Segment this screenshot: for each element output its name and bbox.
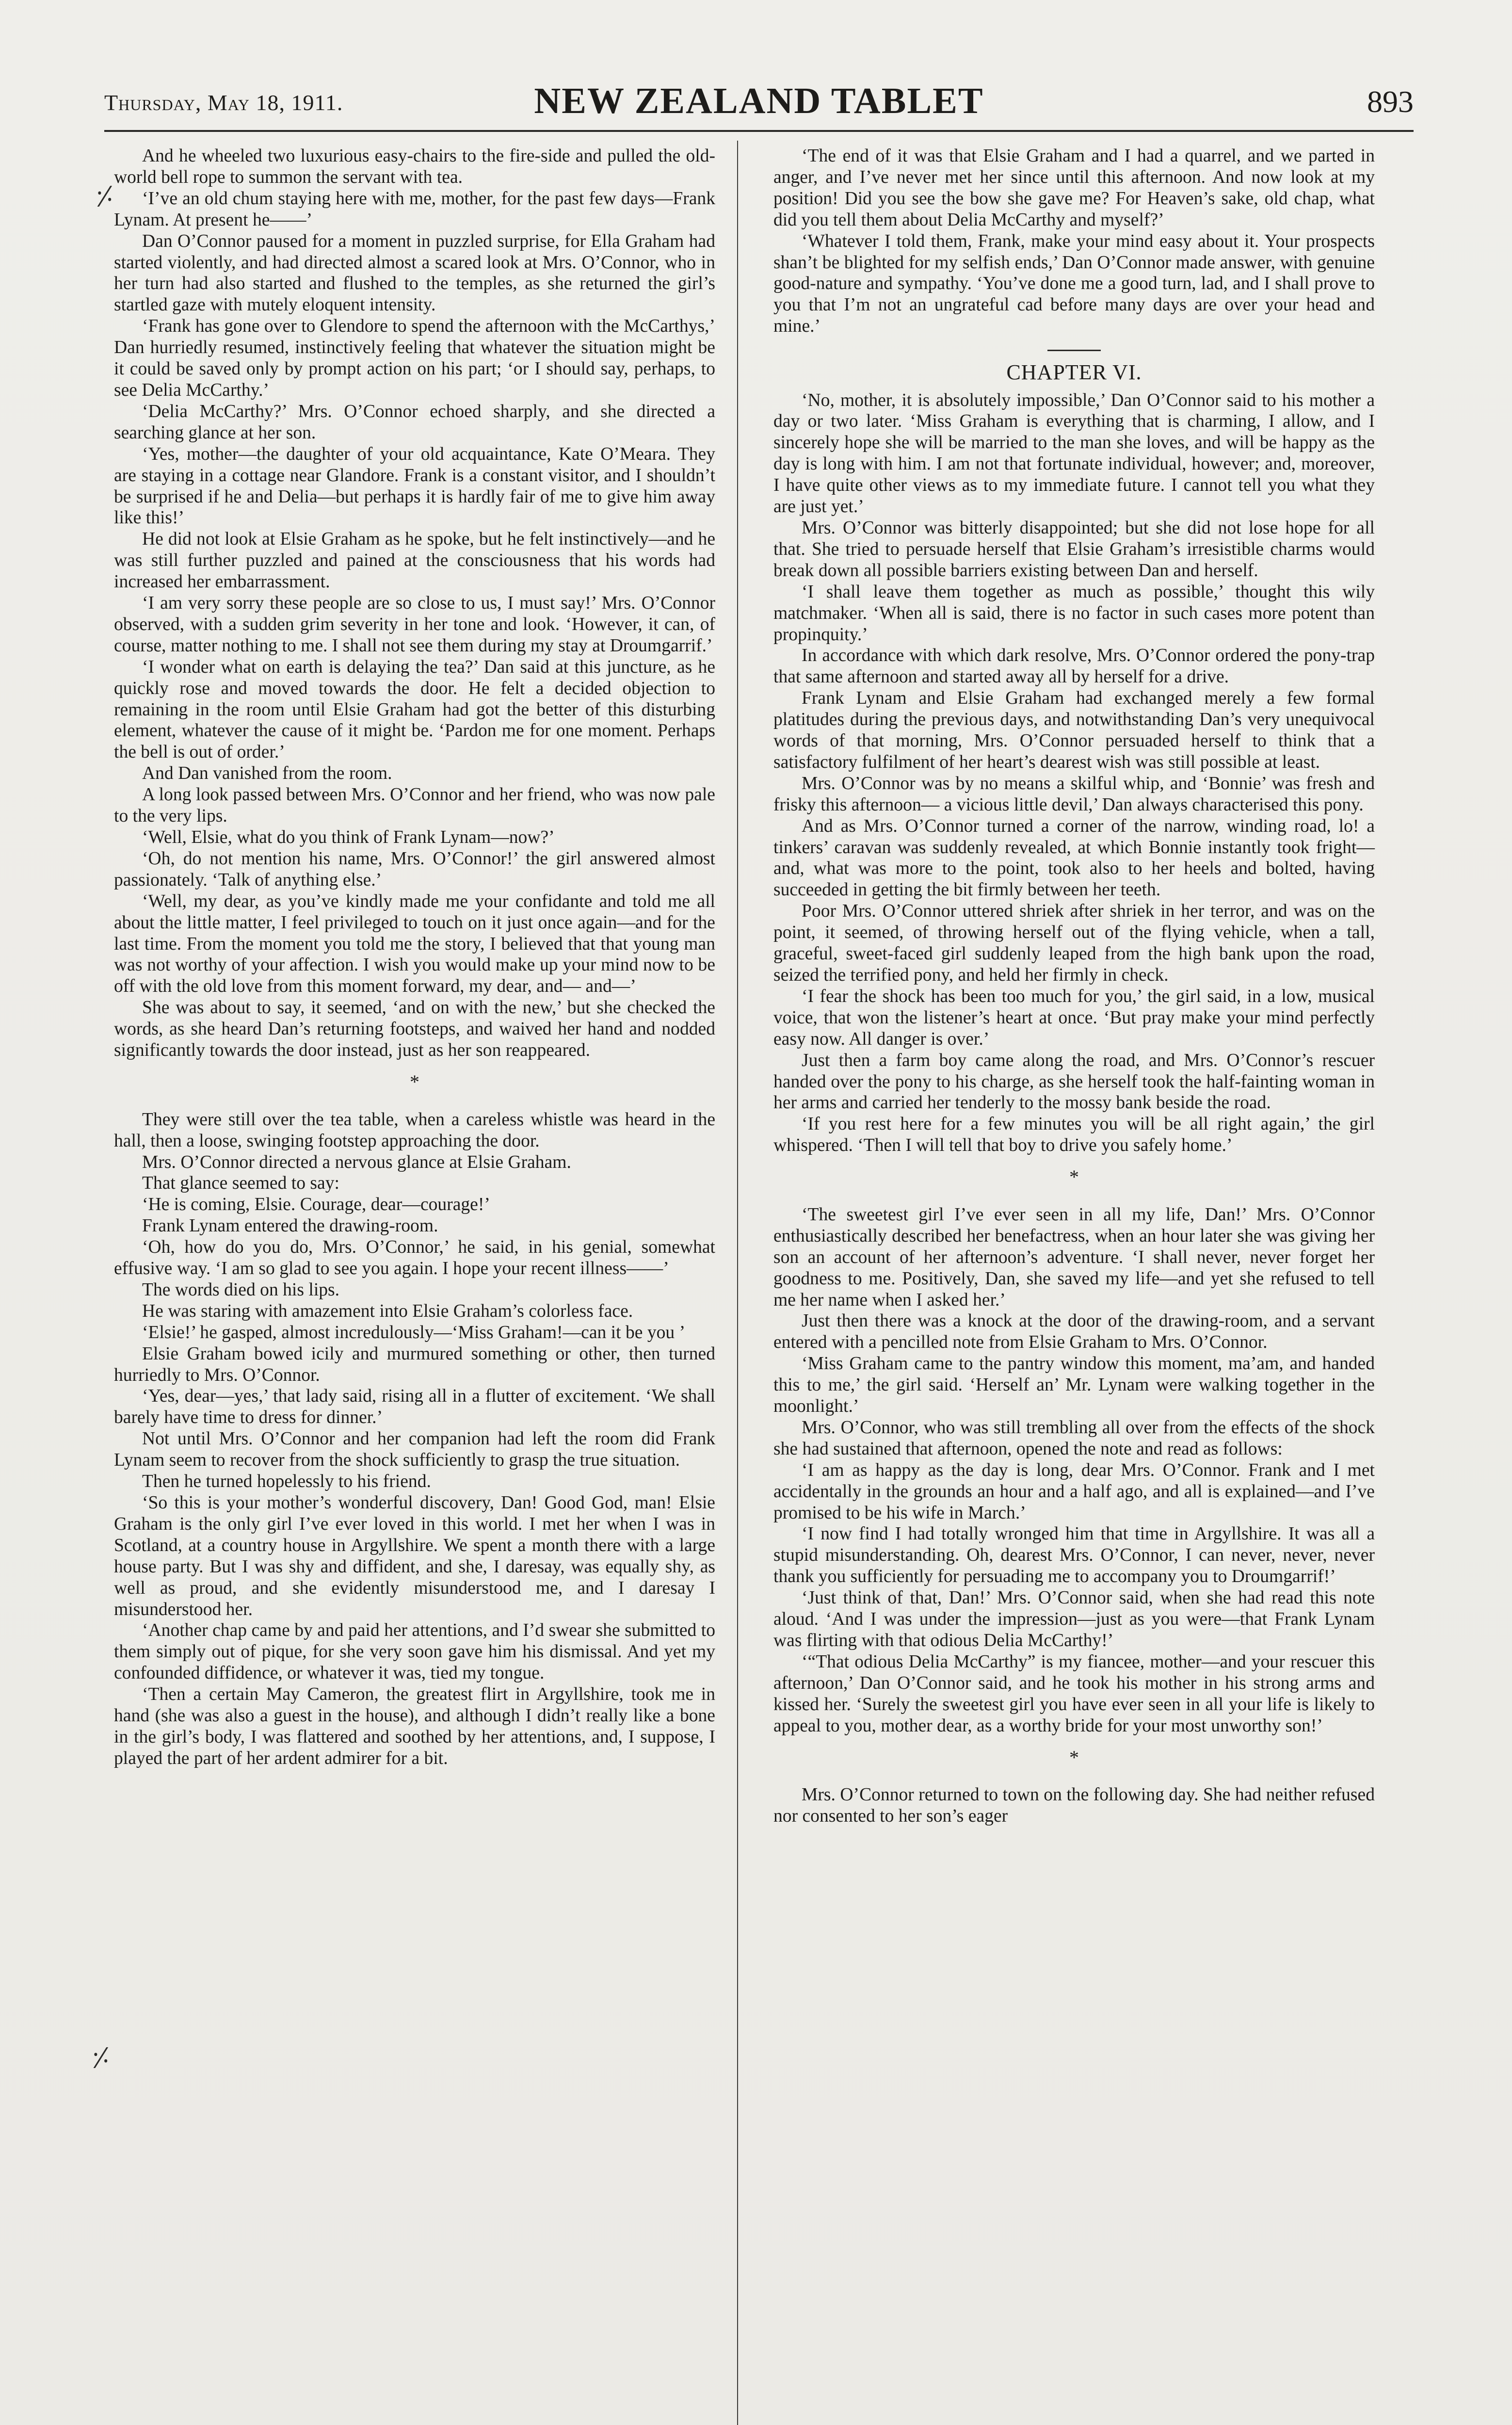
paragraph: ‘The sweetest girl I’ve ever seen in all my life, Dan!’ Mrs. O’Connor enthusiastically described her benefactress, when an hour later she was giving her son an account of her afternoon’s adventure. ‘I shall never, never forget her goodness to me. Positively, Dan, she saved my life—and yet she refused to tell me her name when I asked her.’ (773, 1204, 1375, 1310)
paragraph: ‘No, mother, it is absolutely impossible,’ Dan O’Connor said to his mother a day or two later. ‘Miss Graham is everything that is charming, I allow, and I sincerely hope she will be married to the man she loves, and will be happy as the day is long with him. I am not that fortunate individual, however; and, moreover, I have quite other views as to my immediate future. I cannot tell you what they are just yet.’ (773, 390, 1375, 517)
newspaper-title: NEW ZEALAND TABLET (534, 81, 984, 121)
paragraph: ‘Yes, dear—yes,’ that lady said, rising all in a flutter of excitement. ‘We shall barely have time to dress for dinner.’ (114, 1386, 715, 1428)
right-column (773, 146, 1375, 1827)
paragraph: ‘Yes, mother—the daughter of your old acquaintance, Kate O’Meara. They are staying in a cottage near Glandore. Frank is a constant visitor, and I shouldn’t be surprised if he and Delia—but perhaps it is hardly fair of me to give him away like this!’ (114, 444, 715, 528)
header-rule (104, 130, 1414, 132)
paragraph: Poor Mrs. O’Connor uttered shriek after shriek in her terror, and was on the point, it seemed, of throwing herself out of the flying vehicle, when a tall, graceful, sweet-faced girl suddenly leaped from the high bank upon the road, seized the terrified pony, and held her firmly in check. (773, 901, 1375, 986)
paragraph: ‘The end of it was that Elsie Graham and I had a quarrel, and we parted in anger, and I’ve never met her since until this afternoon. And now look at my position! Did you see the bow she gave me? For Heaven’s sake, old chap, what did you tell them about Delia McCarthy and myself?’ (773, 146, 1375, 230)
paragraph: Mrs. O’Connor directed a nervous glance at Elsie Graham. (142, 1152, 571, 1172)
margin-mark-icon: ⸓ (95, 181, 114, 213)
paragraph: ‘Delia McCarthy?’ Mrs. O’Connor echoed sharply, and she directed a searching glance at her son. (114, 401, 715, 443)
paragraph: And he wheeled two luxurious easy-chairs to the fire-side and pulled the old-world bell rope to summon the servant with tea. (114, 146, 715, 187)
paragraph: ‘Well, Elsie, what do you think of Frank Lynam—now?’ (142, 827, 555, 847)
page-header (104, 80, 1414, 124)
paragraph: Then he turned hopelessly to his friend. (142, 1471, 431, 1492)
paragraph: That glance seemed to say: (142, 1173, 339, 1194)
paragraph: Not until Mrs. O’Connor and her companion had left the room did Frank Lynam seem to recover from the shock sufficiently to grasp the true situation. (114, 1429, 715, 1471)
left-column (114, 146, 715, 1769)
paragraph: ‘I fear the shock has been too much for you,’ the girl said, in a low, musical voice, that won the listener’s heart at once. ‘But pray make your mind perfectly easy now. All danger is over.’ (773, 986, 1375, 1049)
paragraph: He did not look at Elsie Graham as he spoke, but he felt instinctively—and he was still further puzzled and pained at the consciousness that his words had increased her embarrassment. (114, 529, 715, 592)
paragraph: ‘Oh, how do you do, Mrs. O’Connor,’ he said, in his genial, somewhat effusive way. ‘I am so glad to see you again. I hope your recent illness——’ (114, 1237, 715, 1279)
paragraph: ‘Frank has gone over to Glendore to spend the afternoon with the McCarthys,’ Dan hurriedly resumed, instinctively feeling that whatever the situation might be it could be saved only by prompt action on his part; ‘or I should say, perhaps, to see Delia McCarthy.’ (114, 316, 715, 400)
paragraph: ‘So this is your mother’s wonderful discovery, Dan! Good God, man! Elsie Graham is the only girl I’ve ever loved in this world. I met her when I was in Scotland, at a country house in Argyllshire. We spent a month there with a large house party. But I was shy and diffident, and she, I daresay, was equally shy, as well as proud, and she evidently misunderstood me, and I daresay I misunderstood her. (114, 1493, 715, 1619)
paragraph: The words died on his lips. (142, 1279, 340, 1300)
paragraph: ‘Well, my dear, as you’ve kindly made me your confidante and told me all about the little matter, I feel privileged to touch on it just once again—and for the last time. From the moment you told me the story, I believed that that young man was not worthy of your affection. I wish you would make up your mind now to be off with the old love from this moment forward, my dear, and— and—’ (114, 891, 715, 997)
column-divider (737, 141, 738, 2425)
paragraph: ‘I now find I had totally wronged him that time in Argyllshire. It was all a stupid misunderstanding. Oh, dearest Mrs. O’Connor, I can never, never, never thank you sufficiently for persuading me to accompany you to Droumgarrif!’ (773, 1524, 1375, 1587)
paragraph: Dan O’Connor paused for a moment in puzzled surprise, for Ella Graham had started violently, and had directed almost a scared look at Mrs. O’Connor, who in her turn had also started and flushed to the temples, as she returned the girl’s startled gaze with mutely eloquent intensity. (114, 231, 715, 315)
paragraph: They were still over the tea table, when a careless whistle was heard in the hall, then a loose, swinging footstep approaching the door. (114, 1109, 715, 1151)
section-separator: * (1069, 1166, 1079, 1188)
paragraph: Frank Lynam entered the drawing-room. (142, 1216, 438, 1236)
paragraph: Just then a farm boy came along the road, and Mrs. O’Connor’s rescuer handed over the pony to his charge, as she herself took the half-fainting woman in her arms and carried her tenderly to the mossy bank beside the road. (773, 1050, 1375, 1113)
paragraph: ‘I am very sorry these people are so close to us, I must say!’ Mrs. O’Connor observed, with a sudden grim severity in her tone and look. ‘However, it can, of course, matter nothing to me. I shall not see them during my stay at Droumgarrif.’ (114, 593, 715, 656)
paragraph: Elsie Graham bowed icily and murmured something or other, then turned hurriedly to Mrs. O’Connor. (114, 1343, 715, 1385)
paragraph: ‘He is coming, Elsie. Courage, dear—courage!’ (142, 1195, 490, 1215)
chapter-heading: CHAPTER VI. (1006, 360, 1142, 385)
paragraph: ‘Whatever I told them, Frank, make your mind easy about it. Your prospects shan’t be blighted for my selfish ends,’ Dan O’Connor made answer, with genuine good-nature and sympathy. ‘You’ve done me a good turn, lad, and I shall prove to you that I’m not an ungrateful cad before many days are over your head and mine.’ (773, 231, 1375, 337)
paragraph: ‘I’ve an old chum staying here with me, mother, for the past few days—Frank Lynam. At present he——’ (114, 188, 715, 230)
paragraph: ‘Elsie!’ he gasped, almost incredulously—‘Miss Graham!—can it be you ’ (142, 1322, 686, 1342)
paragraph: She was about to say, it seemed, ‘and on with the new,’ but she checked the words, as she heard Dan’s returning footsteps, and waived her hand and nodded significantly towards the door instead, just as her son reappeared. (114, 998, 715, 1061)
paragraph: ‘I shall leave them together as much as possible,’ thought this wily matchmaker. ‘When all is said, there is no factor in such cases more potent than propinquity.’ (773, 582, 1375, 645)
paragraph: Just then there was a knock at the door of the drawing-room, and a servant entered with a pencilled note from Elsie Graham to Mrs. O’Connor. (773, 1311, 1375, 1353)
paragraph: Frank Lynam and Elsie Graham had exchanged merely a few formal platitudes during the previous days, and notwithstanding Dan’s very unequivocal words of that morning, Mrs. O’Connor persuaded herself to think that a satisfactory fulfilment of her heart’s dearest wish was still possible at least. (773, 688, 1375, 772)
paragraph: And as Mrs. O’Connor turned a corner of the narrow, winding road, lo! a tinkers’ caravan was suddenly revealed, at which Bonnie instantly took fright—and, what was more to the point, took also to her heels and bolted, having succeeded in getting the bit firmly between her teeth. (773, 816, 1375, 900)
paragraph: Mrs. O’Connor was bitterly disappointed; but she did not lose hope for all that. She tried to persuade herself that Elsie Graham’s irresistible charms would break down all possible barriers existing between Dan and herself. (773, 517, 1375, 581)
paragraph: ‘Oh, do not mention his name, Mrs. O’Connor!’ the girl answered almost passionately. ‘Talk of anything else.’ (114, 848, 715, 890)
paragraph: ‘I wonder what on earth is delaying the tea?’ Dan said at this juncture, as he quickly rose and moved towards the door. He felt a decided objection to remaining in the room until Elsie Graham had got the better of this disturbing element, whatever the cause of it might be. ‘Pardon me for one moment. Perhaps the bell is out of order.’ (114, 657, 715, 762)
section-separator: * (410, 1070, 419, 1093)
page-number: 893 (1367, 84, 1414, 119)
paragraph: Mrs. O’Connor was by no means a skilful whip, and ‘Bonnie’ was fresh and frisky this afternoon— a vicious little devil,’ Dan always characterised this pony. (773, 773, 1375, 815)
paragraph: He was staring with amazement into Elsie Graham’s colorless face. (142, 1301, 633, 1321)
paragraph: In accordance with which dark resolve, Mrs. O’Connor ordered the pony-trap that same afternoon and started away all by herself for a drive. (773, 646, 1375, 687)
paragraph: A long look passed between Mrs. O’Connor and her friend, who was now pale to the very lips. (114, 785, 715, 826)
issue-date: Thursday, May 18, 1911. (104, 90, 343, 115)
paragraph: ‘“That odious Delia McCarthy” is my fiancee, mother—and your rescuer this afternoon,’ Dan O’Connor said, and he took his mother in his strong arms and kissed her. ‘Surely the sweetest girl you have ever seen in all your life is likely to appeal to you, mother dear, as a worthy bride for your most unworthy son!’ (773, 1651, 1375, 1736)
chapter-rule (1047, 350, 1101, 351)
section-separator: * (1069, 1746, 1079, 1768)
paragraph: ‘Another chap came by and paid her attentions, and I’d swear she submitted to them simply out of pique, for she very soon gave him his dismissal. And yet my confounded diffidence, or whatever it was, tied my tongue. (114, 1620, 715, 1683)
paragraph: ‘Just think of that, Dan!’ Mrs. O’Connor said, when she had read this note aloud. ‘And I was under the impression—just as you were—that Frank Lynam was flirting with that odious Delia McCarthy!’ (773, 1588, 1375, 1651)
paragraph: ‘Then a certain May Cameron, the greatest flirt in Argyllshire, took me in hand (she was also a guest in the house), and although I didn’t really like a bone in the girl’s body, I was flattered and soothed by her attentions, and, I suppose, I played the part of her ardent admirer for a bit. (114, 1684, 715, 1768)
paragraph: Mrs. O’Connor, who was still trembling all over from the effects of the shock she had sustained that afternoon, opened the note and read as follows: (773, 1417, 1375, 1459)
paragraph: ‘I am as happy as the day is long, dear Mrs. O’Connor. Frank and I met accidentally in the grounds an hour and a half ago, and all is explained—and I’ve promised to be his wife in March.’ (773, 1460, 1375, 1523)
paragraph: ‘Miss Graham came to the pantry window this moment, ma’am, and handed this to me,’ the girl said. ‘Herself an’ Mr. Lynam were walking together in the moonlight.’ (773, 1354, 1375, 1417)
paragraph: And Dan vanished from the room. (142, 763, 392, 784)
margin-mark-icon: ⸓ (91, 2042, 111, 2074)
paragraph: ‘If you rest here for a few minutes you will be all right again,’ the girl whispered. ‘Then I will tell that boy to drive you safely home.’ (773, 1114, 1375, 1156)
paragraph: Mrs. O’Connor returned to town on the following day. She had neither refused nor consented to her son’s eager (773, 1785, 1375, 1827)
